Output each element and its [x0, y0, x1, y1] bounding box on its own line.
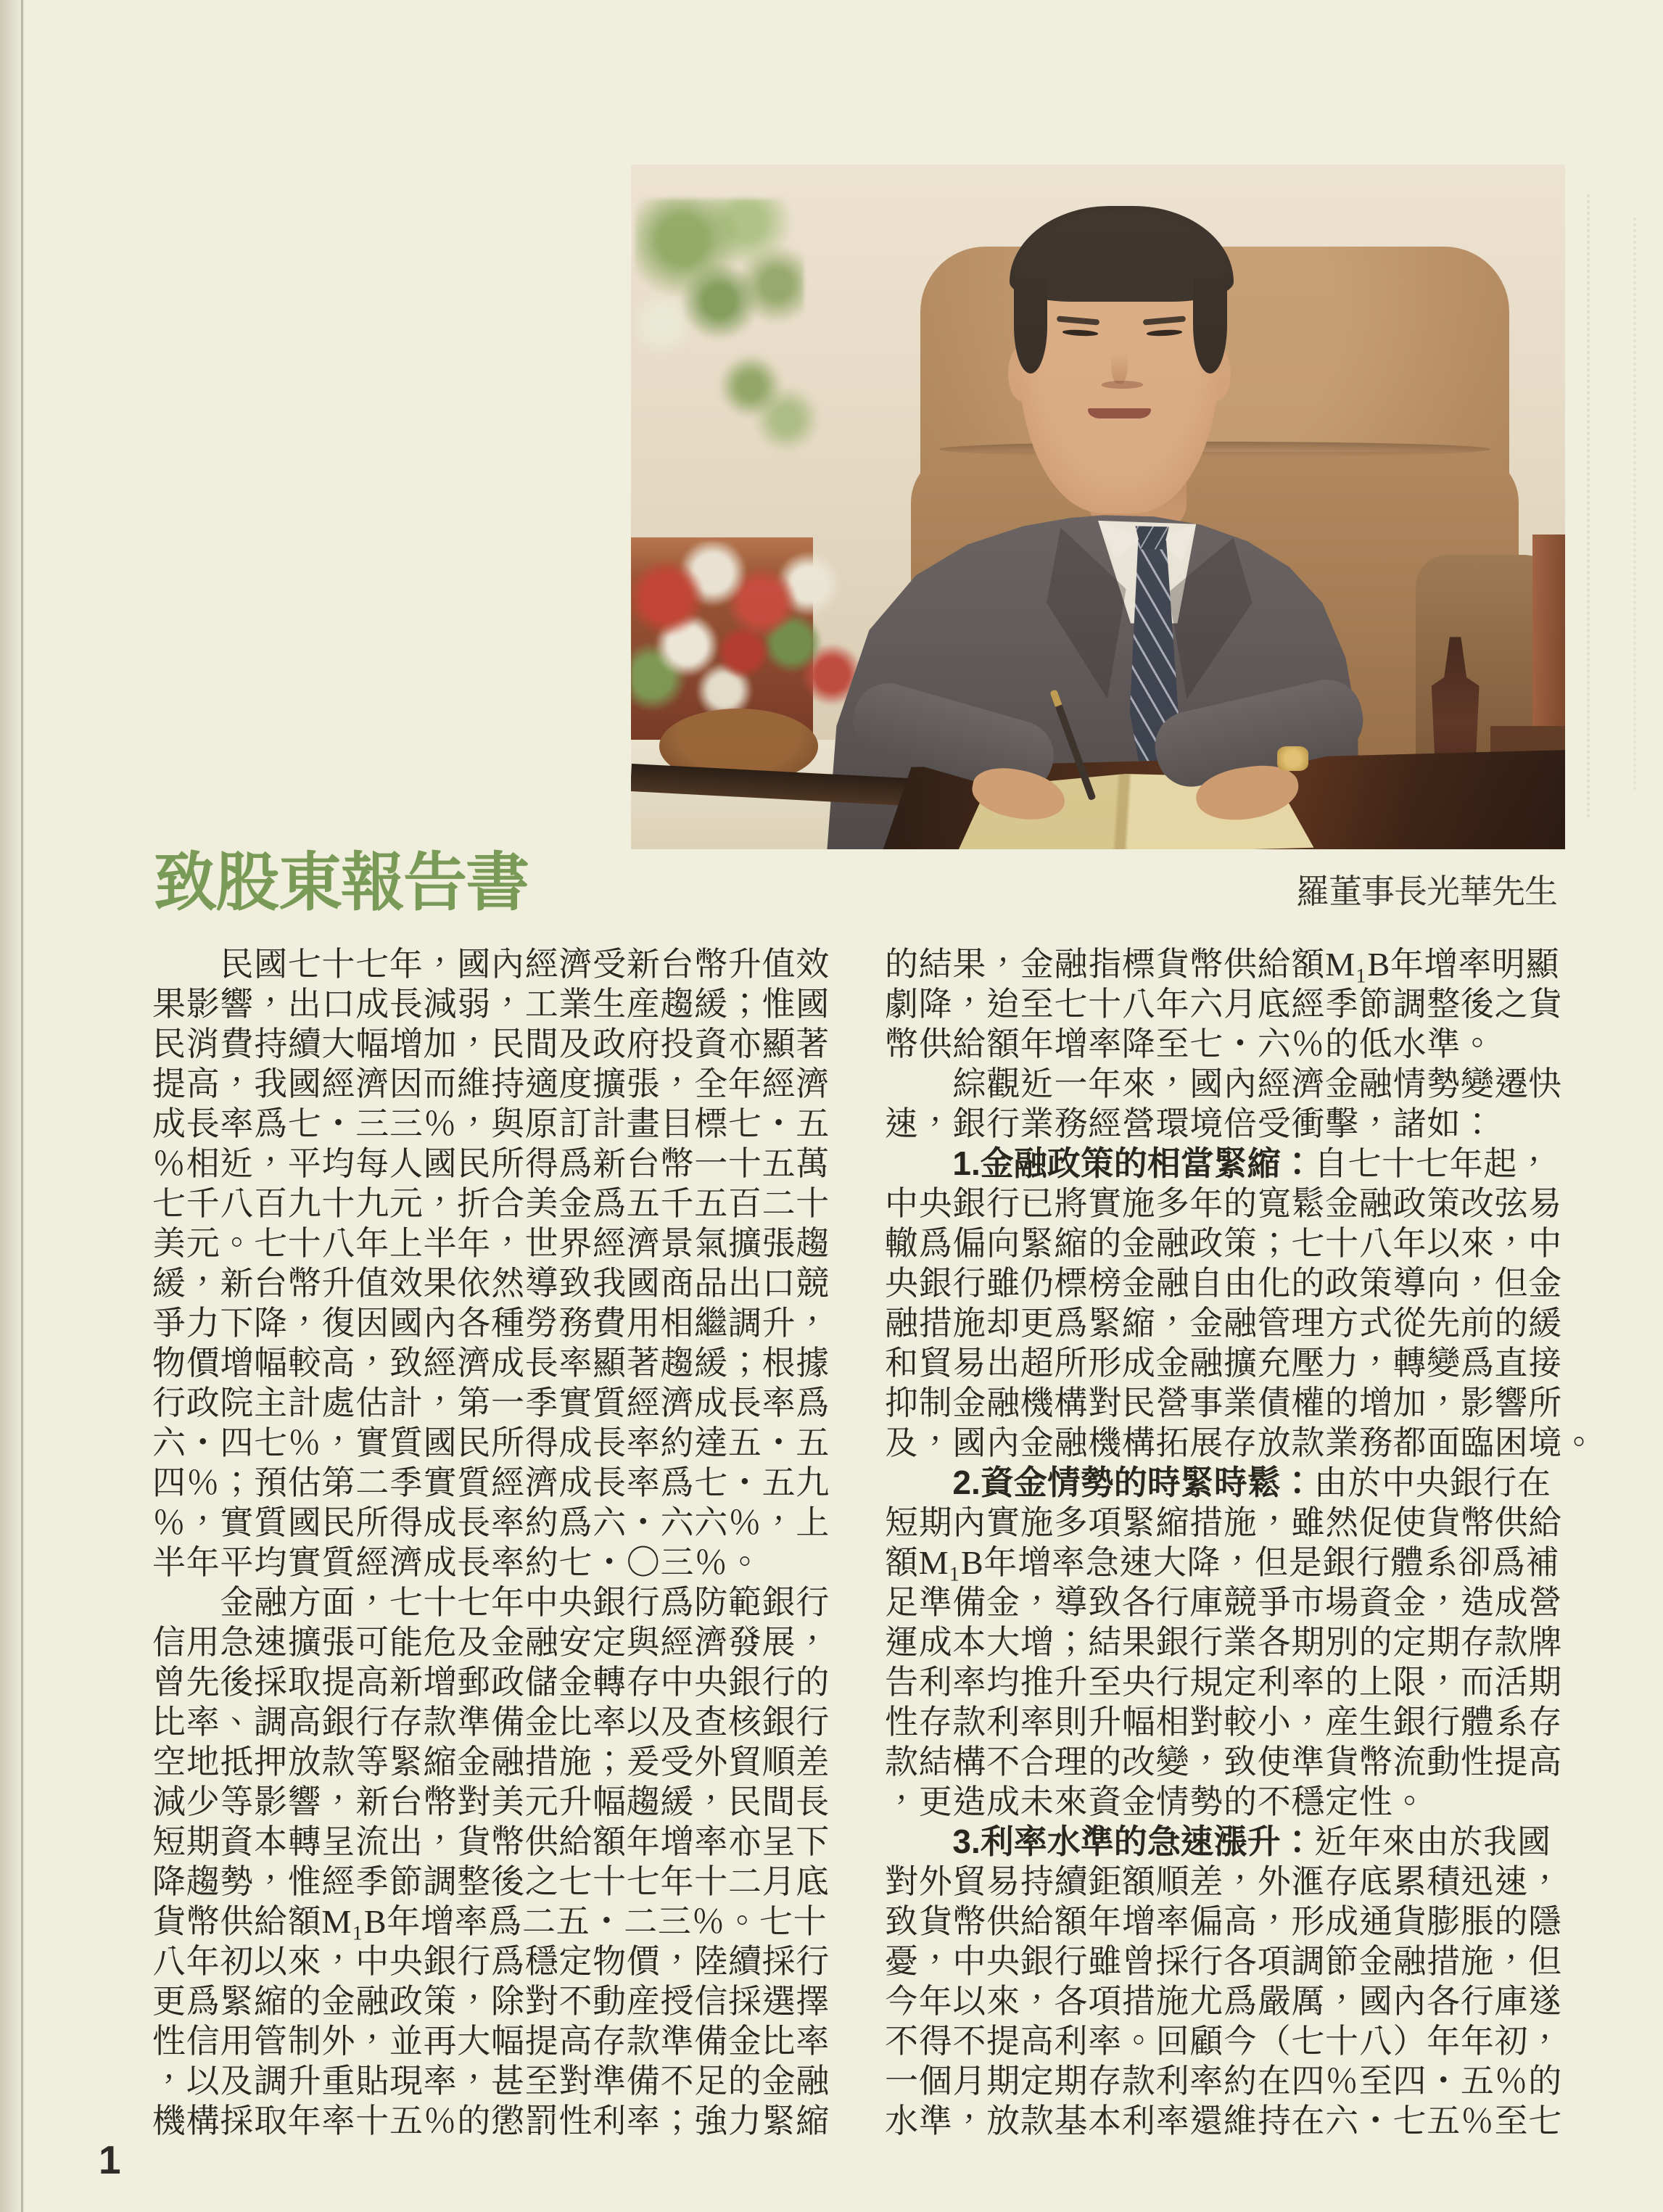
- text-line: 轍爲偏向緊縮的金融政策；七十八年以來，中: [885, 1225, 1562, 1262]
- text-line: ％相近，平均每人國民所得爲新台幣一十五萬: [152, 1145, 830, 1182]
- text-line: 憂，中央銀行雖曾採行各項調節金融措施，但: [885, 1943, 1562, 1980]
- photo-mouth: [1088, 408, 1152, 418]
- text-line: 致貨幣供給額年增率偏高，形成通貨膨脹的隱: [885, 1903, 1562, 1940]
- text-line: 央銀行雖仍標榜金融自由化的政策導向，但金: [885, 1265, 1562, 1302]
- text-line: ％，實質國民所得成長率約爲六・六六％，上: [152, 1504, 830, 1541]
- text-line: 性信用管制外，並再大幅提高存款準備金比率: [152, 2023, 830, 2060]
- text-line: 1.金融政策的相當緊縮：自七十七年起，: [952, 1144, 1551, 1182]
- text-line: 爭力下降，復因國內各種勞務費用相繼調升，: [152, 1305, 830, 1342]
- text-line: 今年以來，各項措施尤爲嚴厲，國內各行庫遂: [885, 1983, 1562, 2020]
- text-line: 幣供給額年增率降至七・六％的低水準。: [885, 1025, 1495, 1062]
- text-line: 綜觀近一年來，國內經濟金融情勢變遷快: [885, 1065, 1562, 1102]
- text-line: 融措施却更爲緊縮，金融管理方式從先前的緩: [885, 1305, 1562, 1342]
- photo-plant-foliage: [635, 199, 804, 363]
- text-line: 速，銀行業務經營環境倍受衝擊，諸如：: [885, 1105, 1495, 1142]
- text-line: 抑制金融機構對民營事業債權的增加，影響所: [885, 1384, 1562, 1421]
- photo-man-hair: [1193, 278, 1226, 374]
- text-line: 六・四七％，實質國民所得成長率約達五・五: [152, 1424, 830, 1461]
- text-line: 足準備金，導致各行庫競爭市場資金，造成營: [885, 1584, 1562, 1621]
- text-line: 半年平均實質經濟成長率約七・〇三％。: [152, 1544, 762, 1581]
- page-title: 致股東報告書: [154, 846, 529, 918]
- numbered-heading: 2.資金情勢的時緊時鬆：: [952, 1464, 1314, 1501]
- text-line: 更爲緊縮的金融政策，除對不動産授信採選擇: [152, 1983, 830, 2020]
- text-line: 降趨勢，惟經季節調整後之七十七年十二月底: [152, 1863, 830, 1900]
- page-number: 1: [99, 2137, 121, 2182]
- text-line: 和貿易出超所形成金融擴充壓力，轉變爲直接: [885, 1345, 1562, 1382]
- bleed-through-ghosting: [1633, 218, 1636, 791]
- text-line: 曾先後採取提高新增郵政儲金轉存中央銀行的: [152, 1664, 830, 1701]
- text-line: 貨幣供給額M₁B年增率爲二五・二三％。七十: [152, 1903, 828, 1940]
- photo-plant-foliage: [706, 342, 818, 452]
- text-column-left: [152, 944, 834, 2141]
- chairman-photo: [631, 165, 1565, 849]
- text-line: 行政院主計處估計，第一季實質經濟成長率爲: [152, 1384, 830, 1421]
- text-line: 的結果，金融指標貨幣供給額M₁B年增率明顯: [885, 946, 1560, 983]
- text-line: ，以及調升重貼現率，甚至對準備不足的金融: [152, 2063, 830, 2100]
- text-line: 空地抵押放款等緊縮金融措施；爰受外貿順差: [152, 1743, 830, 1780]
- text-line: ，更造成未來資金情勢的不穩定性。: [885, 1783, 1427, 1820]
- text-line: 四％；預估第二季實質經濟成長率爲七・五九: [152, 1464, 830, 1501]
- text-line: 機構採取年率十五％的懲罰性利率；強力緊縮: [152, 2102, 830, 2139]
- text-line: 及，國內金融機構拓展存放款業務都面臨困境。: [885, 1424, 1596, 1461]
- numbered-heading: 1.金融政策的相當緊縮：: [952, 1144, 1314, 1182]
- text-line: 一個月期定期存款利率約在四％至四・五％的: [885, 2063, 1562, 2100]
- text-line: 民消費持續大幅增加，民間及政府投資亦顯著: [152, 1025, 830, 1062]
- photo-wristwatch: [1277, 746, 1308, 771]
- photo-nose: [1102, 381, 1143, 388]
- text-line: 不得不提高利率。回顧今（七十八）年年初，: [885, 2023, 1562, 2060]
- text-line: 短期資本轉呈流出，貨幣供給額年增率亦呈下: [152, 1823, 830, 1860]
- text-line: 成長率爲七・三三％，與原訂計畫目標七・五: [152, 1105, 830, 1142]
- text-line: 3.利率水準的急速漲升：近年來由於我國: [952, 1823, 1551, 1860]
- numbered-heading: 3.利率水準的急速漲升：: [952, 1823, 1314, 1860]
- text-column-right: [885, 944, 1596, 2141]
- text-line: 民國七十七年，國內經濟受新台幣升值效: [152, 946, 830, 983]
- text-line: 對外貿易持續鉅額順差，外滙存底累積迅速，: [885, 1863, 1562, 1900]
- text-line: 告利率均推升至央行規定利率的上限，而活期: [885, 1664, 1562, 1701]
- text-line: 物價增幅較高，致經濟成長率顯著趨緩；根據: [152, 1345, 830, 1382]
- text-line: 七千八百九十九元，折合美金爲五千五百二十: [152, 1185, 830, 1222]
- text-line: 緩，新台幣升值效果依然導致我國商品出口競: [152, 1265, 830, 1302]
- page-edge-shadow: [0, 0, 26, 2212]
- text-line: 信用急速擴張可能危及金融安定與經濟發展，: [152, 1624, 830, 1661]
- text-line: 運成本大增；結果銀行業各期別的定期存款牌: [885, 1624, 1562, 1661]
- bleed-through-ghosting: [1587, 194, 1590, 818]
- text-line: 款結構不合理的改變，致使準貨幣流動性提高: [885, 1743, 1562, 1780]
- text-line: 短期內實施多項緊縮措施，雖然促使貨幣供給: [885, 1504, 1562, 1541]
- text-line: 劇降，迨至七十八年六月底經季節調整後之貨: [885, 986, 1562, 1023]
- text-line: 果影響，出口成長減弱，工業生産趨緩；惟國: [152, 986, 830, 1023]
- text-line: 提高，我國經濟因而維持適度擴張，全年經濟: [152, 1065, 830, 1102]
- photo-chair-seam: [939, 442, 1490, 457]
- photo-nose: [1111, 336, 1128, 384]
- text-line: 減少等影響，新台幣對美元升幅趨緩，民間長: [152, 1783, 830, 1820]
- text-line: 比率、調高銀行存款準備金比率以及查核銀行: [152, 1704, 830, 1741]
- text-line: 2.資金情勢的時緊時鬆：由於中央銀行在: [952, 1464, 1551, 1501]
- text-line: 額M₁B年增率急速大降，但是銀行體系卻爲補: [885, 1544, 1560, 1581]
- text-line: 性存款利率則升幅相對較小，産生銀行體系存: [885, 1704, 1562, 1741]
- text-line: 美元。七十八年上半年，世界經濟景氣擴張趨: [152, 1225, 830, 1262]
- photo-man-hair: [1014, 278, 1047, 374]
- text-line: 中央銀行已將實施多年的寬鬆金融政策改弦易: [885, 1185, 1562, 1222]
- text-line: 八年初以來，中央銀行爲穩定物價，陸續採行: [152, 1943, 830, 1980]
- text-line: 金融方面，七十七年中央銀行爲防範銀行: [152, 1584, 830, 1621]
- photo-caption: 羅董事長光華先生: [1296, 873, 1557, 910]
- text-line: 水準，放款基本利率還維持在六・七五％至七: [885, 2102, 1562, 2139]
